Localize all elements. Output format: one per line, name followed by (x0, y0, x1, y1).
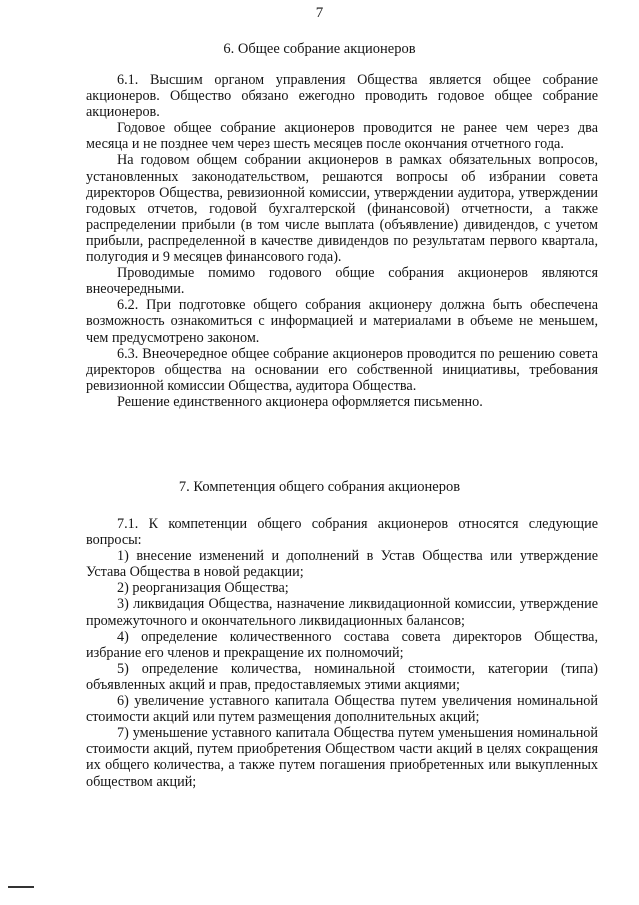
list-item-5: 5) определение количества, номинальной стоимости, категории (типа) объявленных акций и прав, предоставляемых этими акциями; (86, 660, 598, 693)
list-item-7: 7) уменьшение уставного капитала Общества путем уменьшения номинальной стоимости акций, путем приобретения Обществом части акций в целях сокращения их общего количества, а также путем погашения приобретенных или выкупленных обществом акций; (86, 725, 598, 790)
section-7-title: 7. Компетенция общего собрания акционеров (178, 479, 461, 495)
paragraph-6-2: 6.2. При подготовке общего собрания акционеру должна быть обеспечена возможность ознакомиться с информацией и материалами в объеме не меньшем, чем предусмотрено законом. (86, 297, 598, 346)
paragraph-annual-meeting-agenda: На годовом общем собрании акционеров в рамках обязательных вопросов, установленных законодательством, решаются вопросы об избрании совета директоров Общества, ревизионной комиссии, утверждении аудитора, утверждении годовых отчетов, годовой бухгалтерской (финансовой) отчетности, а также распределении прибыли (в том числе выплата (объявление) дивидендов, с учетом прибыли, распределенной в качестве дивидендов по результатам первого квартала, полугодия и 9 месяцев финансового года). (86, 152, 598, 266)
list-item-3: 3) ликвидация Общества, назначение ликвидационной комиссии, утверждение промежуточного и окончательного ликвидационных балансов; (86, 596, 598, 629)
paragraph-7-1: 7.1. К компетенции общего собрания акционеров относятся следующие вопросы: (86, 516, 598, 549)
page-number: 7 (315, 5, 324, 21)
section-6-title: 6. Общее собрание акционеров (223, 41, 416, 57)
list-item-4: 4) определение количественного состава совета директоров Общества, избрание его членов и прекращение их полномочий; (86, 628, 598, 661)
paragraph-6-1: 6.1. Высшим органом управления Общества является общее собрание акционеров. Общество обязано ежегодно проводить годовое общее собрание акционеров. (86, 72, 598, 121)
section-6-body (86, 72, 598, 410)
paragraph-extraordinary-meetings: Проводимые помимо годового общие собрания акционеров являются внеочередными. (86, 265, 598, 298)
list-item-1: 1) внесение изменений и дополнений в Устав Общества или утверждение Устава Общества в новой редакции; (86, 548, 598, 581)
paragraph-6-3: 6.3. Внеочередное общее собрание акционеров проводится по решению совета директоров общества на основании его собственной инициативы, требования ревизионной комиссии Общества, аудитора Общества. (86, 345, 598, 394)
list-item-2: 2) реорганизация Общества; (117, 580, 289, 597)
list-item-6: 6) увеличение уставного капитала Общества путем увеличения номинальной стоимости акций или путем размещения дополнительных акций; (86, 693, 598, 726)
paragraph-sole-shareholder: Решение единственного акционера оформляется письменно. (117, 393, 483, 410)
section-7-body (86, 516, 598, 790)
paragraph-annual-meeting-timing: Годовое общее собрание акционеров проводится не ранее чем через два месяца и не позднее чем через шесть месяцев после окончания отчетного года. (86, 120, 598, 153)
scan-edge-mark (8, 886, 34, 888)
